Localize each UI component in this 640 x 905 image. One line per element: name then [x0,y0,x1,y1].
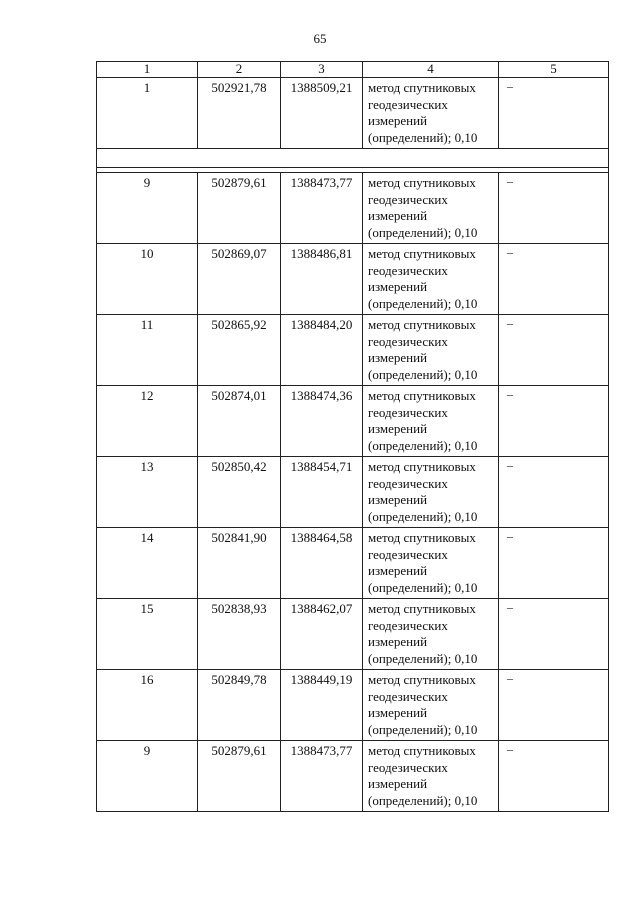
x-coordinate-cell: 502879,61 [198,173,281,244]
x-coordinate-cell: 502849,78 [198,670,281,741]
accuracy-cell: – [499,741,609,812]
accuracy-cell: – [499,670,609,741]
x-coordinate-cell: 502841,90 [198,528,281,599]
accuracy-cell: – [499,78,609,149]
x-coordinate-cell: 502869,07 [198,244,281,315]
method-cell: метод спутниковых геодезических измерений (определений); 0,10 [363,457,499,528]
method-cell: метод спутниковых геодезических измерений (определений); 0,10 [363,78,499,149]
method-cell: метод спутниковых геодезических измерений (определений); 0,10 [363,173,499,244]
x-coordinate-cell: 502879,61 [198,741,281,812]
accuracy-cell: – [499,315,609,386]
accuracy-cell: – [499,457,609,528]
method-cell: метод спутниковых геодезических измерений (определений); 0,10 [363,386,499,457]
table-row [97,528,609,599]
point-number-cell: 12 [97,386,198,457]
table-row [97,457,609,528]
y-coordinate-cell: 1388509,21 [281,78,363,149]
x-coordinate-cell: 502838,93 [198,599,281,670]
table-row [97,741,609,812]
header-cell-4: 4 [363,62,499,78]
page-number: 65 [313,31,327,46]
accuracy-cell: – [499,528,609,599]
header-cell-3: 3 [281,62,363,78]
point-number-cell: 16 [97,670,198,741]
table-row [97,386,609,457]
point-number-cell: 1 [97,78,198,149]
method-cell: метод спутниковых геодезических измерений (определений); 0,10 [363,244,499,315]
x-coordinate-cell: 502921,78 [198,78,281,149]
table-row [97,78,609,149]
point-number-cell: 9 [97,741,198,812]
method-cell: метод спутниковых геодезических измерений (определений); 0,10 [363,670,499,741]
point-number-cell: 13 [97,457,198,528]
point-number-cell: 15 [97,599,198,670]
accuracy-cell: – [499,173,609,244]
table-row [97,670,609,741]
table-header-row [97,62,609,78]
coordinates-table [96,61,609,812]
y-coordinate-cell: 1388462,07 [281,599,363,670]
y-coordinate-cell: 1388486,81 [281,244,363,315]
y-coordinate-cell: 1388474,36 [281,386,363,457]
method-cell: метод спутниковых геодезических измерений (определений); 0,10 [363,528,499,599]
gap-cell [97,149,609,168]
table-row [97,315,609,386]
point-number-cell: 14 [97,528,198,599]
method-cell: метод спутниковых геодезических измерений (определений); 0,10 [363,599,499,670]
accuracy-cell: – [499,599,609,670]
y-coordinate-cell: 1388484,20 [281,315,363,386]
header-cell-5: 5 [499,62,609,78]
y-coordinate-cell: 1388449,19 [281,670,363,741]
table-row [97,173,609,244]
y-coordinate-cell: 1388473,77 [281,173,363,244]
y-coordinate-cell: 1388454,71 [281,457,363,528]
table-row [97,244,609,315]
x-coordinate-cell: 502850,42 [198,457,281,528]
point-number-cell: 11 [97,315,198,386]
y-coordinate-cell: 1388473,77 [281,741,363,812]
x-coordinate-cell: 502865,92 [198,315,281,386]
y-coordinate-cell: 1388464,58 [281,528,363,599]
table-gap-row [97,149,609,168]
accuracy-cell: – [499,244,609,315]
accuracy-cell: – [499,386,609,457]
point-number-cell: 9 [97,173,198,244]
method-cell: метод спутниковых геодезических измерений (определений); 0,10 [363,741,499,812]
x-coordinate-cell: 502874,01 [198,386,281,457]
header-cell-2: 2 [198,62,281,78]
table-row [97,599,609,670]
header-cell-1: 1 [97,62,198,78]
method-cell: метод спутниковых геодезических измерений (определений); 0,10 [363,315,499,386]
point-number-cell: 10 [97,244,198,315]
